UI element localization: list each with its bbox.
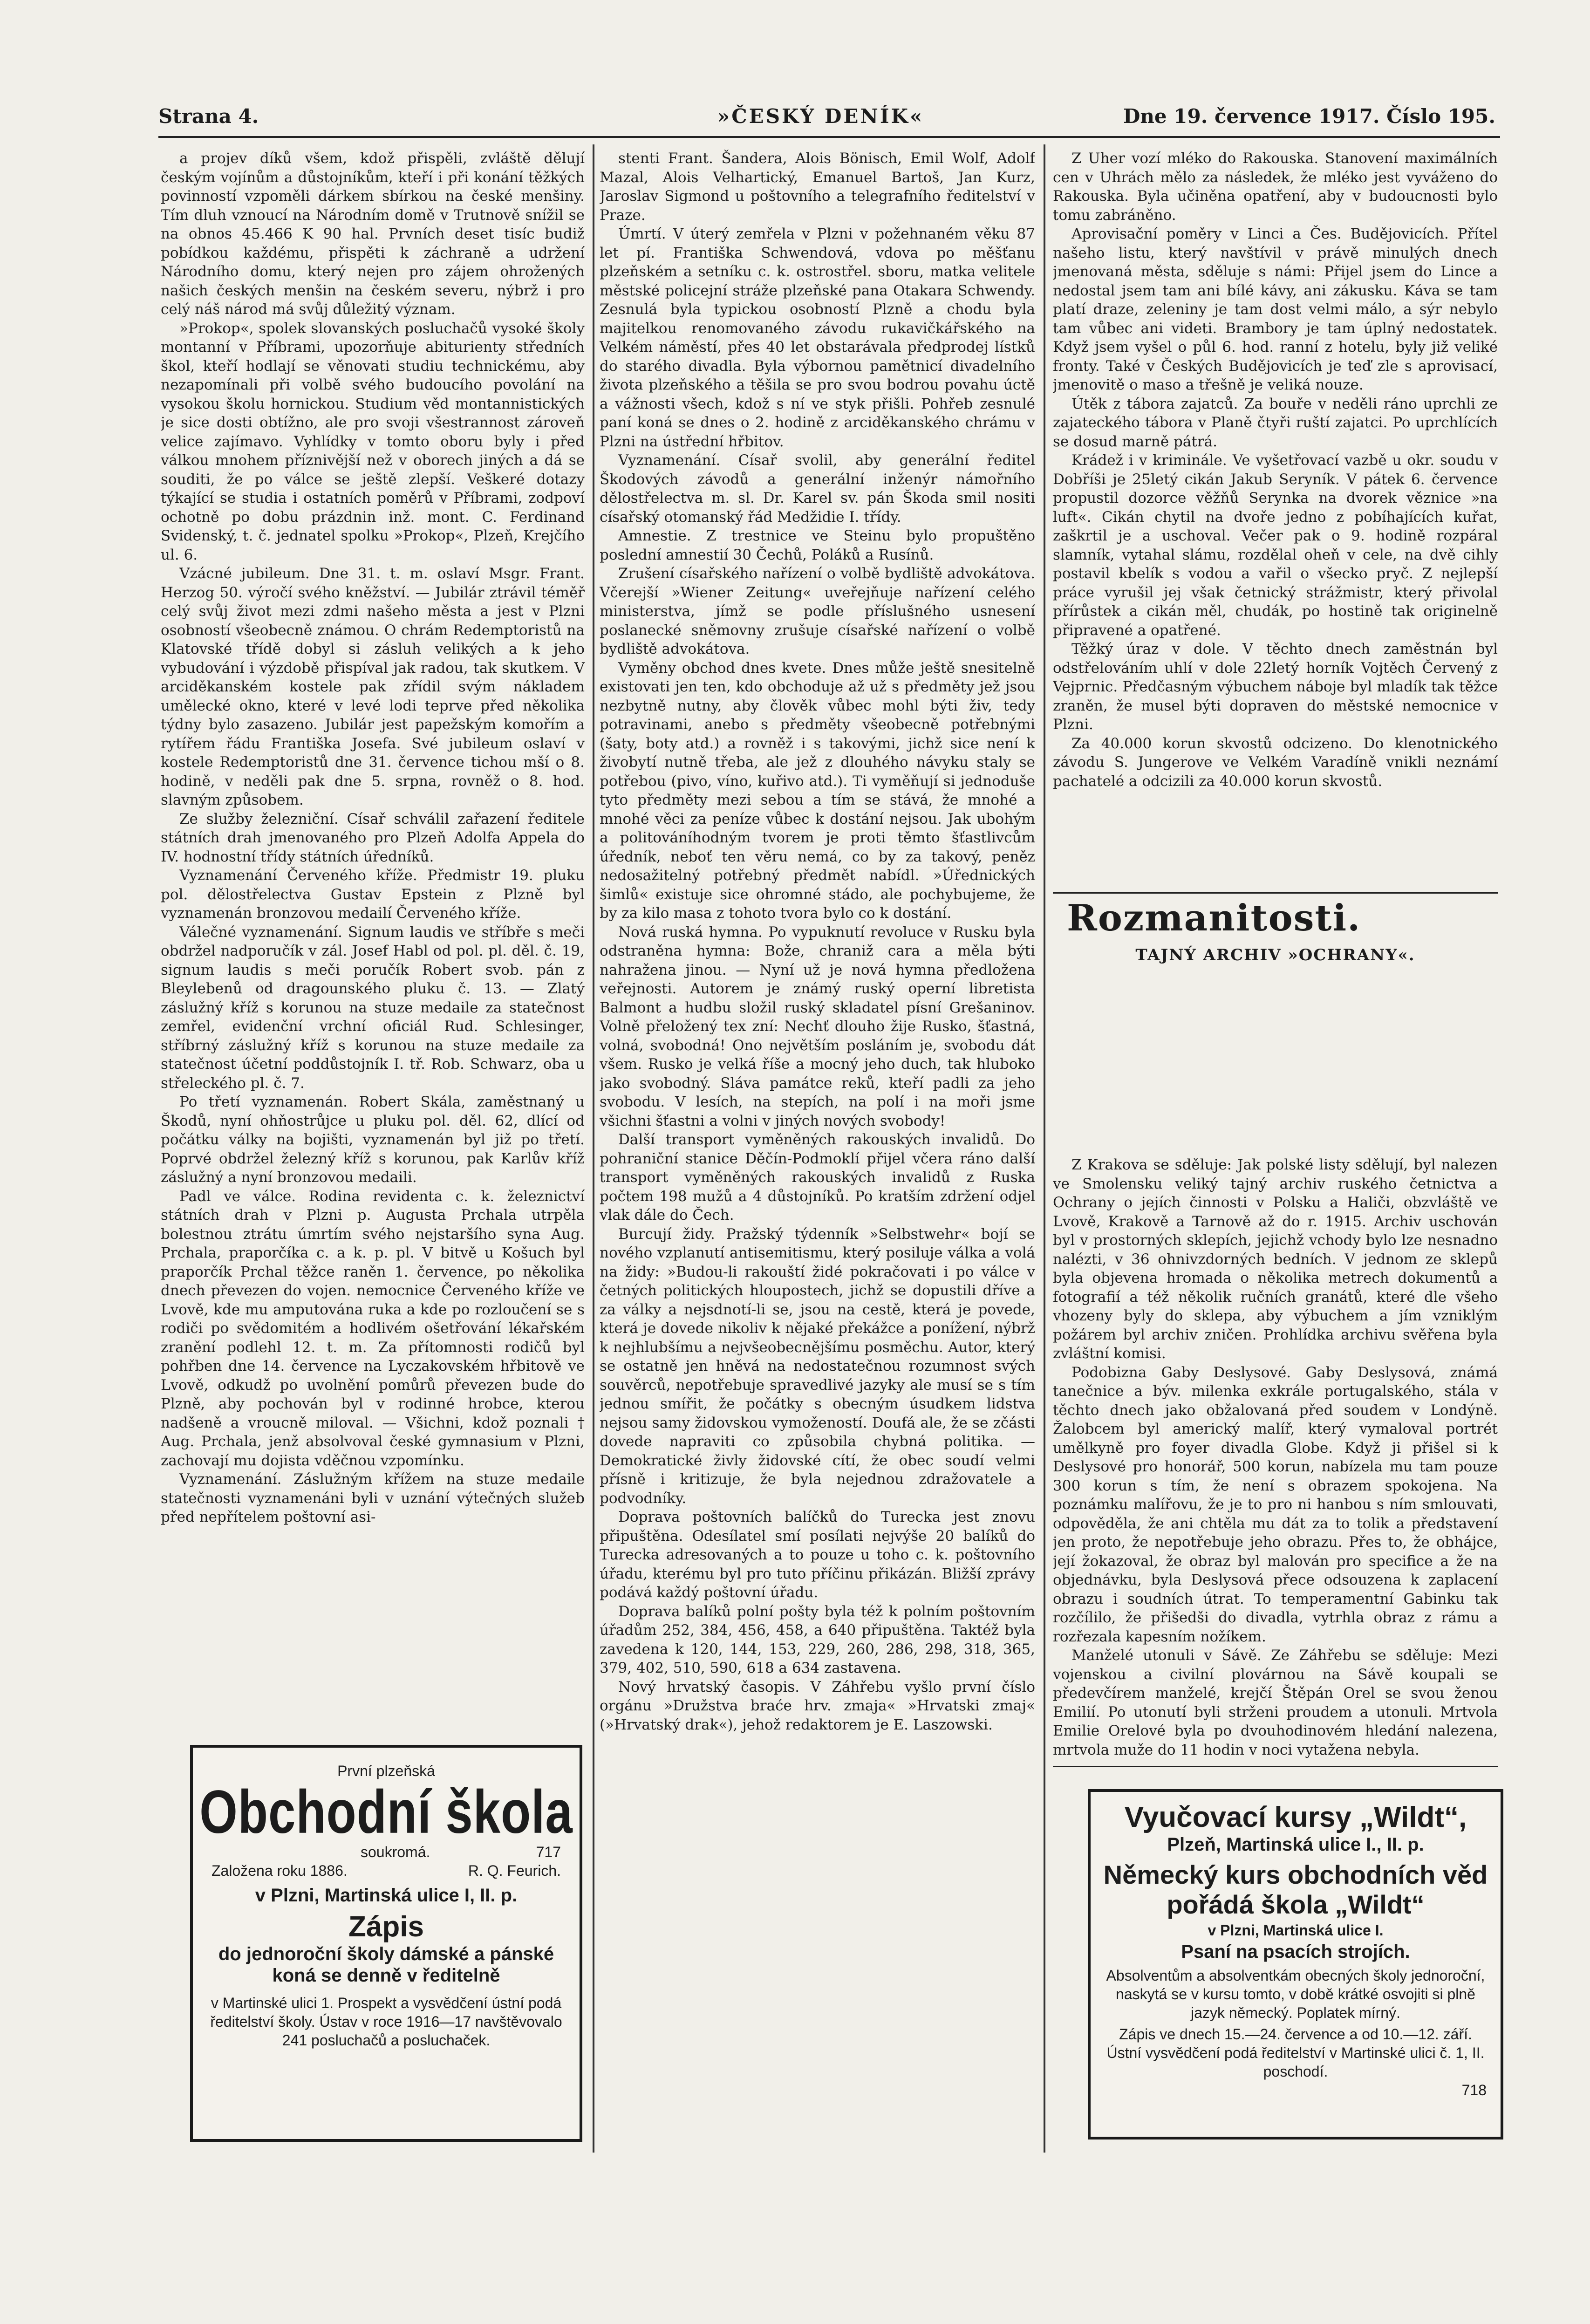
page-number: Strana 4. — [158, 105, 259, 128]
ad-enroll: Zápis ve dnech 15.—24. července a od 10.—12. září. Ústní vysvědčení podá ředitelství v Martinské ulici č. 1, II. poschodí. — [1106, 2026, 1485, 2080]
article-paragraph: Vyměny obchod dnes kvete. Dnes může ještě snesitelně existovati jen ten, kdo obchoduje až už s předměty jež jsou nezbytně nutny, aby člověk vůbec mohl býti živ, tedy potravinami, anebo s předměty všeobecně potřebnými (šaty, boty atd.) a rovněž i s takovými, jichž sice není k živobytí nutně třeba, ale jež z dlouhého návyku staly se potřebou (pivo, víno, kuřivo atd.). Ti vyměňují si jednoduše tyto předměty mezi sebou a tím se stává, že mnohé a mnohé věci za peníze vůbec k dostání nejsou. Jak ubohým a politováníhodným tvorem je proti těmto šťastlivcům úředník, neboť ten věru nemá, co by za takový, peněz nedosažitelný potřebný předmět nabídl. »Úřednických šimlů« existuje sice ohromné stádo, ale pochybujeme, že by za kilo masa z tohoto tvora bylo co k dostání. — [600, 659, 1035, 922]
ad-footer: v Martinské ulici 1. Prospekt a vysvědčení ústní podá ředitelství školy. Ústav v roce 1916—17 navštěvovalo 241 posluchačů a posluchaček. — [210, 1995, 562, 2049]
ad-title: Vyučovací kursy „Wildt“, — [1124, 1801, 1467, 1833]
article-paragraph: Vyznamenání. Záslužným křížem na stuze medaile statečnosti vyznamenáni byli v uznání výtečných služeb před nepřítelem poštovní asi- — [161, 1471, 585, 1525]
article-paragraph: Doprava balíků polní pošty byla též k polním poštovním úřadům 252, 384, 456, 458, a 640 připuštěna. Taktéž byla zavedena k 120, 144, 153, 229, 260, 286, 298, 318, 365, 379, 402, 510, 590, 618 a 634 zastavena. — [600, 1603, 1035, 1676]
article-paragraph: Zrušení císařského nařízení o volbě bydliště advokátova. Včerejší »Wiener Zeitung« uveřejňuje nařízení celého ministerstva, jímž se podle příslušného usnesení poslanecké sněmovny zrušuje císařské nařízení o volbě bydliště advokátova. — [600, 565, 1035, 657]
ad-enroll: Zápis — [348, 1911, 424, 1943]
article-paragraph: Z Uher vozí mléko do Rakouska. Stanovení maximálních cen v Uhrách mělo za následek, že mléko jest vyváženo do Rakouska. Byla učiněna opatření, aby v budoucnosti bylo tomu zabráněno. — [1053, 150, 1498, 224]
article-paragraph: Válečné vyznamenání. Signum laudis ve stříbře s meči obdržel nadporučík v zál. Josef Habl od pol. pl. děl. č. 19, signum laudis s meči poručík Robert svob. pán z Bleylebenů od dragounského pluku č. 13. — Zlatý záslužný kříž s korunou na stuze medaile za statečnost zemřel, evidenční vrchní oficiál Rud. Schlesinger, stříbrný záslužný kříž s korunou na stuze medaile za statečnost účetní poddůstojník I. tř. Rob. Schwarz, oba u střeleckého pl. č. 7. — [161, 923, 585, 1092]
article-paragraph: Vyznamenání. Císař svolil, aby generální ředitel Škodových závodů a generální inženýr námořního dělostřelectva m. sl. Dr. Karel sv. pán Škoda smil nositi císařský otomanský řád Medžidie I. třídy. — [600, 452, 1035, 526]
article-paragraph: a projev díků všem, kdož přispěli, zvláště dělují českým vojínům a důstojníkům, kteří i při konání těžkých povinností vzpoměli dárkem sbírkou na české menšiny. Tím dluh vznoucí na Národním domě v Trutnově snížil se na obnos 45.466 K 90 hal. Prvních deset tisíc budiž pobídkou každému, přispěti k záchraně a udržení Národního domu, který nejen pro zájem ohrožených našich českých menšin na českém severu, nýbrž i pro celý náš národ má svůj důležitý význam. — [161, 150, 585, 318]
ad-number: 718 — [1461, 2082, 1487, 2098]
ad-headline: Obchodní škola — [199, 1778, 573, 1846]
ad-headline: Německý kurs obchodních věd pořádá škola „Wildt“ — [1103, 1860, 1488, 1919]
section-subtitle: TAJNÝ ARCHIV »OCHRANY«. — [1135, 946, 1415, 964]
ad-row — [193, 1861, 580, 1880]
ad-enroll-desc: do jednoroční školy dámské a pánské koná se denně v ředitelně — [218, 1944, 554, 1986]
article-paragraph: Vzácné jubileum. Dne 31. t. m. oslaví Msgr. Frant. Herzog 50. výročí svého kněžství. — Jubilár ztrávil téměř celý svůj život mezi zdmi našeho města a jest v Plzni osobností všeobecně známou. O chrám Redemptoristů na Klatovské třídě dobyl si zásluh velikých a k jeho vybudování i výzdobě přispíval jak radou, tak skutkem. V arciděkanském kostele pak zřídil svým nákladem umělecké okno, které v levé lodi teprve před několika týdny bylo zasazeno. Jubilár jest papežským komořím a rytířem řádu Františka Josefa. Své jubileum oslaví v kostele Redemptoristů dne 31. července tichou mší o 8. hodině, v neděli pak dne 5. srpna, rovněž o 8. hod. slavným způsobem. — [161, 565, 585, 808]
article-paragraph: Nová ruská hymna. Po vypuknutí revoluce v Rusku byla odstraněna hymna: Bože, chraniž cara a měla býti nahražena jinou. — Nyní už je nová hymna předložena veřejnosti. Autorem je známý ruský operní libretista Balmont a hudbu složil ruský skladatel písní Grešaninov. Volně přeložený tex zní: Nechť dlouho žije Rusko, šťastná, volná, svobodná! Ono největším posláním je, svobodu dát všem. Rusko je velká říše a mocný jeho duch, tak hluboko jako svobodný. Sláva památce reků, kteří padli za jeho svobodu. V lesích, na stepích, na polí i na moři jsme všichni šťastni a volni v jiných nových svobody! — [600, 923, 1035, 1129]
issue-date: Dne 19. července 1917. Číslo 195. — [1123, 105, 1495, 128]
article-paragraph: Nový hrvatský časopis. V Záhřebu vyšlo první číslo orgánu »Družstva braće hrv. zmaja« »Hrvatski zmaj« (»Hrvatský drak«), jehož redaktorem je E. Laszowski. — [600, 1678, 1035, 1733]
column-divider — [1044, 144, 1045, 2153]
article-paragraph: Podobizna Gaby Deslysové. Gaby Deslysová, známá tanečnice a býv. milenka exkrále portugalského, stála v těchto dnech jako obžalovaná před soudem v Londýně. Žalobcem byl americký malíř, který vymaloval portrét umělkyně pro foyer divadla Globe. Když ji přišel si k Deslysové pro honorář, 500 korun, nabízela mu tam pouze 300 korun s tím, že není s obrazem spokojena. Na poznámku malířovu, že je to pro ni hanbou s ním smlouvati, odpověděla, že ani chtěla mu dát za to tolik a představení jen proto, že nepotřebuje jeho obrazu. Přes to, že obhájce, její žokazoval, že obraz byl malován pro specifice a že na objednávku, byla Deslysová přece odsouzena k zaplacení obrazu i soudních útrat. To temperamentní Gabinku tak rozčílilo, že přišedši do divadla, vytrhla obraz z rámu a rozřezala kapesním nožíkem. — [1053, 1364, 1498, 1645]
article-paragraph: Ze služby železniční. Císař schválil zařazení ředitele státních drah jmenovaného pro Plzeň Adolfa Appela do IV. hodnostní třídy státních úředníků. — [161, 810, 585, 865]
article-paragraph: Za 40.000 korun skvostů odcizeno. Do klenotnického závodu S. Jungerove ve Velkém Varadíně vnikli neznámí pachatelé a odcizili za 40.000 korun skvostů. — [1053, 735, 1498, 790]
article-paragraph: Aprovisační poměry v Linci a Čes. Budějovicích. Přítel našeho listu, který navštívil v právě minulých dnech jmenovaná města, sděluje s námi: Přijel jsem do Lince a nedostal jsem tam ani bílé kávy, ani zákusku. Káva se tam platí draze, zeleniny je tam dost velmi málo, a sýr nebylo tam vůbec ani videti. Brambory je tam úplný nedostatek. Když jsem vyšel o půl 6. hod. ranní z hotelu, byly již veliké fronty. Také v Českých Budějovicích je teď zle s aprovisací, jmenovitě o maso a třešně je veliká nouze. — [1053, 226, 1498, 393]
article-paragraph: Burcují židy. Pražský týdenník »Selbstwehr« bojí se nového vzplanutí antisemitismu, který posiluje válka a volá na židy: »Budou-li rakouští židé pokračovati i po válce v četných politických hloupostech, jichž se dopustili dříve a za války a nejsdnotí-li se, jsou na cestě, která je povede, která je dovede nikoliv k nějaké překážce a ponížení, nýbrž k nejhlubšímu a nejvšeobecnějšímu posměchu. Autor, který se ostatně jen hněvá na nedostatečnou rozumnost svých souvěrců, nepotřebuje spravedlivé jazyky ale musí se s tím jednou smířit, že počátky s obecným úsudkem lidstva nejsou samy židovskou vymožeností. Doufá ale, že se zčásti dovede napraviti co způsobila chybná politika. — Demokratické živly židovské cítí, že obec soudí velmi přísně i kritizuje, že byla nejednou zdražovatele a podvodníky. — [600, 1225, 1035, 1507]
article-paragraph: Úmrtí. V úterý zemřela v Plzni v požehnaném věku 87 let pí. Františka Schwendová, vdova po měšťanu plzeňském a setníku c. k. ostrostřel. sboru, matka velitele městské policejní stráže plzeňské pana Otakara Schwendy. Zesnulá byla typickou osobností Plzně a chodu byla majitelkou renomovaného závodu rukavičkářského na Velkém náměstí, přes 40 let obstarávala předprodej lístků do starého divadla. Byla výbornou pamětnicí divadelního života plzeňského a těšila se pro svou bodrou povahu úctě a vážnosti všech, kdož s ní ve styk přišli. Pohřeb zesnulé paní koná se dnes o 2. hodině z arciděkanského chrámu v Plzni na ústřední hřbitov. — [600, 226, 1035, 450]
ad-address: Plzeň, Martinská ulice I., II. p. — [1167, 1834, 1424, 1855]
article-paragraph: Manželé utonuli v Sávě. Ze Záhřebu se sděluje: Mezi vojenskou a civilní plovárnou na Sávě koupali se předevčírem manželé, krejčí Štěpán Orel se svou ženou Emilií. Po utonutí byli strženi proudem a utonuli. Mrtvola Emilie Orelové byla po dvouhodinovém hledání nalezena, mrtvola muže do 11 hodin v noci vytažena nebyla. — [1053, 1647, 1498, 1758]
ad-body: Absolventům a absolventkám obecných školy jednoroční, naskytá se v kursu tomto, v době krátké osvojiti si plně jazyk německý. Poplatek mírný. — [1106, 1967, 1485, 2021]
column-2 — [600, 149, 1035, 2153]
ad-number: 717 — [536, 1844, 561, 1860]
ad-address: v Plzni, Martinská ulice I, II. p. — [255, 1885, 518, 1906]
section-rule — [1053, 892, 1498, 894]
school-advertisement — [190, 1745, 582, 2142]
ad-address: v Plzni, Martinská ulice I. — [1208, 1922, 1384, 1939]
article-paragraph: Těžký úraz v dole. V těchto dnech zaměstnán byl odstřelováním uhlí v dole 22letý horník Vojtěch Červený z Vejprnic. Předčasným výbuchem náboje byl mladík tak těžce zraněn, že musel býti dopraven do městské nemocnice v Plzni. — [1053, 641, 1498, 733]
ad-line: První plzeňská — [337, 1763, 435, 1779]
column-1 — [161, 149, 585, 1682]
header-rule — [158, 136, 1500, 138]
wildt-advertisement — [1088, 1789, 1503, 2139]
ad-practice: Psaní na psacích strojích. — [1181, 1941, 1410, 1962]
article-paragraph: Další transport vyměněných rakouských invalidů. Do pohraniční stanice Děčín-Podmoklí přijel včera ráno další transport vyměněných rakouských invalidů z Ruska počtem 198 mužů a 4 důstojníků. Po kratším zdržení odjel vlak dále do Čech. — [600, 1131, 1035, 1224]
article-paragraph: Doprava poštovních balíčků do Turecka jest znovu připuštěna. Odesílatel smí posílati nejvýše 20 balíků do Turecka adresovaných a to pouze u toho c. k. poštovního úřadu, kterému byl pro tuto příčinu přikázán. Bližší zprávy podává každý poštovní úřadu. — [600, 1509, 1035, 1601]
ad-founded: Založena roku 1886. — [212, 1862, 348, 1879]
article-paragraph: Útěk z tábora zajatců. Za bouře v neděli ráno uprchli ze zajateckého tábora v Planě čtyři ruští zajatci. Po uprchlících se dosud marně pátrá. — [1053, 395, 1498, 450]
section-title: Rozmanitosti. — [1067, 897, 1361, 939]
article-paragraph: stenti Frant. Šandera, Alois Bönisch, Emil Wolf, Adolf Mazal, Alois Velhartický, Emanuel Bartoš, Jan Kurz, Jaroslav Sigmond u poštovního a telegrafního ředitelství v Praze. — [600, 150, 1035, 224]
column-divider — [593, 144, 594, 2153]
article-paragraph: »Prokop«, spolek slovanských posluchačů vysoké školy montanní v Příbrami, upozorňuje abiturienty středních škol, kteří hodlají se věnovati studiu technickému, aby nezapomínali při volbě svého budoucího povolání na vysokou školu hornickou. Studium věd montannistických je sice dosti obtížno, ale pro svoji všestrannost zároveň velice zajímavo. Vyhlídky v tomto oboru byly i před válkou mnohem příznivější než v oborech jiných a dá se souditi, že po válce se ještě zlepší. Veškeré dotazy týkající se studia i ostatních poměrů v Příbrami, zodpoví ochotně po dobu prázdnin inž. mont. C. Ferdinand Svidenský, t. č. jednatel spolku »Prokop«, Plzeň, Krejčího ul. 6. — [161, 320, 585, 563]
page-header — [158, 100, 1495, 133]
masthead-title: »ČESKÝ DENÍK« — [717, 105, 924, 128]
section-rule — [1053, 1766, 1498, 1767]
article-paragraph: Z Krakova se sděluje: Jak polské listy sdělují, byl nalezen ve Smolensku veliký tajný archiv ruského četnictva a Ochrany o jejích činnosti v Polsku a Haliči, obzvláště ve Lvově, Krakově a Tarnově až do r. 1915. Archiv uschován byl v prostorných sklepích, jejichž vchody bylo lze nesnadno nalézti, v 36 ohnivzdorných bedních. V jednom ze sklepů byla objevena hromada o několika metrech dokumentů a fotografií a též několik ručních granátů, které dle všeho vhozeny byly do sklepa, aby výbuchem a jím vzniklým požárem byl archiv zničen. Prohlídka archivu svěřena byla zvláštní komisi. — [1053, 1156, 1498, 1362]
article-paragraph: Vyznamenání Červeného kříže. Předmistr 19. pluku pol. dělostřelectva Gustav Epstein z Plzně byl vyznamenán bronzovou medailí Červeného kříže. — [161, 867, 585, 922]
article-paragraph: Amnestie. Z trestnice ve Steinu bylo propuštěno poslední amnestií 30 Čechů, Poláků a Rusínů. — [600, 527, 1035, 563]
ad-owner: R. Q. Feurich. — [468, 1862, 561, 1879]
article-paragraph: Krádež i v kriminále. Ve vyšetřovací vazbě u okr. soudu v Dobříši je 25letý cikán Jakub Seryník. V pátek 6. července propustil dozorce věžňů Serynka na dvorek věznice »na luft«. Cikán chytil na dvoře jedno z pobíhajících kuřat, zaškrtil je a uschoval. Večer pak o 9. hodině rozpáral slamník, vytahal slámu, rozdělal oheň v cele, na dvě cihly postavil kbelík s vodou a vařil o všecko pryč. Z nejlepší práce vyrušil jej však četnický strážmistr, který přivolal přírůstek a cikán měl, chudák, po hostině tak originelně připravené a opatřené. — [1053, 452, 1498, 639]
article-paragraph: Padl ve válce. Rodina revidenta c. k. železnictví státních drah v Plzni p. Augusta Prchala utrpěla bolestnou ztrátu úmrtím svého nejstaršího syna Aug. Prchala, praporčíka c. a k. p. pl. V bitvě u Košuch byl praporčík Prchal těžce raněn 1. července, po několika dnech převezen do vojen. nemocnice Červeného kříže ve Lvově, kde mu amputována ruka a kde po rozloučení se s rodiči po svědomitém a hodlivém ošetřování lékařském zranění podlehl 12. t. m. Za přítomnosti rodičů byl pohřben dne 14. července na Lyczakovském hřbitově ve Lvově, odkudž po uvolnění pomůrů převezen bude do Plzně, aby pochován byl v rodinné hrobce, kterou nadšeně a vroucně miloval. — Všichni, kdož poznali † Aug. Prchala, jenž absolvoval české gymnasium v Plzni, zachovají mu dojista vděčnou vzpomínku. — [161, 1188, 585, 1469]
article-paragraph: Po třetí vyznamenán. Robert Skála, zaměstnaný u Škodů, nyní ohňostrůjce u pluku pol. děl. 62, dlící od počátku války na bojišti, vyznamenán byl již po třetí. Poprvé obdržel železný kříž s korunou, pak Karlův kříž záslužný a nyní bronzovou medaili. — [161, 1094, 585, 1186]
rozmanitosti-column — [1053, 1155, 1498, 1759]
ad-text: soukromá. — [361, 1844, 430, 1860]
